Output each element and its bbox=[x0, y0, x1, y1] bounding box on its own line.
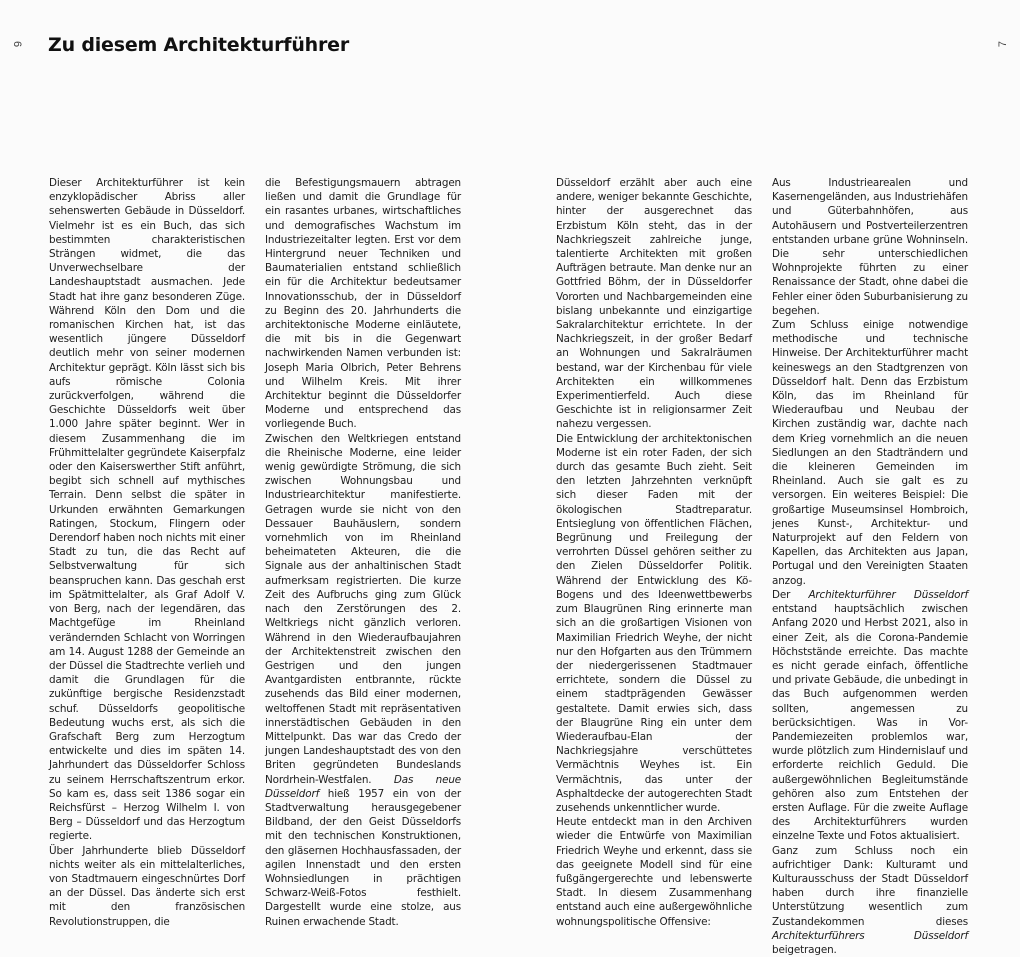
book-title-italic: Architekturführers Düsseldorf bbox=[772, 929, 968, 942]
paragraph: Zwischen den Weltkriegen entstand die Rheinische Moderne, eine leider wenig gewürdigte Strömung, die sich zwischen Wohnungsbau und Industriearchitektur manifestierte. Getragen wurde sie nicht von den Dessauer Bauhäuslern, sondern vornehmlich von im Rheinland beheimateten Akteuren, die die Signale aus der anhaltinischen Stadt aufmerksam registrierten. Die kurze Zeit des Aufbruchs ging zum Glück nach den Zerstörungen des 2. Weltkriegs nicht gänzlich verloren. Während in den Wiederaufbaujahren der Architektenstreit zwischen den Gestrigen und den jungen Avantgardisten entbrannte, rückte zusehends das Bild einer modernen, weltoffenen Stadt mit repräsentativen innerstädtischen Gebäuden in den Mittelpunkt. Das war das Credo der jungen Landeshauptstadt des von den Briten gegründeten Bundeslands Nordrhein-Westfalen. Das neue Düsseldorf hieß 1957 ein von der Stadtverwaltung herausgegebener Bildband, der den Geist Düsseldorfs mit den technischen Konstruktionen, den gläsernen Hochhausfassaden, der agilen Innenstadt und den ersten Wohnsiedlungen in prächtigen Schwarz-Weiß-Fotos festhielt. Dargestellt wurde eine stolze, aus Ruinen erwachende Stadt. bbox=[265, 432, 462, 928]
text-column-1 bbox=[49, 176, 245, 928]
paragraph: Heute entdeckt man in den Archiven wieder die Entwürfe von Maximilian Friedrich Weyhe und erkennt, dass sie das geeignete Modell sind für eine fußgängergerechte und lebenswerte Stadt. In diesem Zusammenhang entstand auch eine außergewöhnliche wohnungspolitische Offensive: bbox=[556, 816, 752, 928]
text-column-3 bbox=[556, 176, 752, 928]
book-title-italic: Das neue Düsseldorf bbox=[265, 773, 462, 800]
paragraph: Düsseldorf erzählt aber auch eine andere, weniger bekannte Geschichte, hinter der ausgerechnet das Erzbistum Köln steht, das in der Nachkriegszeit zahlreiche junge, talentierte Architekten mit großen Aufträgen betraute. Man denke nur an Gottfried Böhm, der in Düsseldorfer Vororten und Nachbargemeinden eine bislang unbekannte und einzigartige Sakralarchitektur errichtete. In der Nachkriegszeit, in der großer Bedarf an Wohnungen und Sakralräumen bestand, war der Kirchenbau für viele Architekten ein willkommenes Experimentierfeld. Auch diese Geschichte ist in religionsarmer Zeit nahezu vergessen. bbox=[556, 177, 752, 431]
page-number-left: 6 bbox=[11, 40, 24, 48]
page-title: Zu diesem Architekturführer bbox=[48, 34, 350, 56]
paragraph: Aus Industriearealen und Kasernengeländen, aus Industriehäfen und Güterbahnhöfen, aus Autohäusern und Postverteilerzentren entstanden urbane grüne Wohninseln. Die sehr unterschiedlichen Wohnprojekte führten zu einer Renaissance der Stadt, ohne dabei die Fehler einer öden Suburbanisierung zu begehen. bbox=[772, 177, 968, 317]
paragraph: Ganz zum Schluss noch ein aufrichtiger Dank: Kulturamt und Kulturausschuss der Stadt Düsseldorf haben durch ihre finanzielle Unterstützung wesentlich zum Zustandekommen dieses Architekturführers Düsseldorf beigetragen. bbox=[772, 844, 968, 956]
paragraph: Die Entwicklung der architektonischen Moderne ist ein roter Faden, der sich durch das gesamte Buch zieht. Seit den letzten Jahrzehnten verknüpft sich dieser Faden mit der ökologischen Stadtreparatur. Entsieglung von öffentlichen Flächen, Begrünung und Freilegung der verrohrten Düssel gehören seither zu den Zielen Düsseldorfer Politik. Während der Entwicklung des Kö-Bogens und des Ideenwettbewerbs zum Blaugrünen Ring erinnerte man sich an die großartigen Visionen von Maximilian Friedrich Weyhe, der nicht nur den Hofgarten aus den Trümmern der niedergerissenen Stadtmauer errichtete, sondern die Düssel zu einem stadtprägenden Gewässer gestaltete. Damit erwies sich, dass der Blaugrüne Ring ein unter dem Wiederaufbau-Elan der Nachkriegsjahre verschüttetes Vermächtnis Weyhes ist. Ein Vermächtnis, das unter der Asphaltdecke der autogerechten Stadt zusehends unkenntlicher wurde. bbox=[556, 432, 752, 814]
text-column-4 bbox=[772, 176, 968, 956]
paragraph: die Befestigungsmauern abtragen ließen und damit die Grundlage für ein rasantes urbanes, wirtschaftliches und demografisches Wachstum im Industriezeitalter legten. Erst vor dem Hintergrund neuer Techniken und Baumaterialien entstand schließlich ein für die Architektur bedeutsamer Innovationsschub, der in Düsseldorf zu Beginn des 20. Jahrhunderts die architektonische Moderne einläutete, die mit bis in die Gegenwart nachwirkenden Namen verbunden ist: Joseph Maria Olbrich, Peter Behrens und Wilhelm Kreis. Mit ihrer Architektur beginnt die Düsseldorfer Moderne und entsprechend das vorliegende Buch. bbox=[265, 177, 461, 431]
text-column-2 bbox=[265, 176, 462, 928]
paragraph: Zum Schluss einige notwendige methodische und technische Hinweise. Der Architekturführer macht keineswegs an den Stadtgrenzen von Düsseldorf halt. Denn das Erzbistum Köln, das im Rheinland für Wiederaufbau und Neubau der Kirchen zuständig war, dachte nach dem Krieg vornehmlich an die neuen Siedlungen an den Stadträndern und die kleineren Gemeinden im Rheinland. Auch sie galt es zu versorgen. Ein weiteres Beispiel: Die großartige Museumsinsel Hombroich, jenes Kunst-, Architektur- und Naturprojekt auf den Feldern von Kapellen, das Architekten aus Japan, Portugal und den Vereinigten Staaten anzog. bbox=[772, 319, 968, 587]
page-number-right: 7 bbox=[996, 40, 1009, 48]
paragraph: Der Architekturführer Düsseldorf entstand hauptsächlich zwischen Anfang 2020 und Herbst 2021, also in einer Zeit, als die Corona-Pandemie Höchststände erreichte. Das machte es nicht gerade einfach, öffentliche und private Gebäude, die unbedingt in das Buch aufgenommen werden sollten, angemessen zu berücksichtigen. Was in Vor-Pandemiezeiten problemlos war, wurde plötzlich zum Hindernislauf und erforderte reichlich Geduld. Die außergewöhnlichen Begleitumstände gehören also zum Entstehen der ersten Auflage. Für die zweite Auflage des Architekturführers wurden einzelne Texte und Fotos aktualisiert. bbox=[772, 588, 968, 843]
paragraph: Dieser Architekturführer ist kein enzyklopädischer Abriss aller sehenswerten Gebäude in Düsseldorf. Vielmehr ist es ein Buch, das sich bestimmten charakteristischen Strängen widmet, die das Unverwechselbare der Landeshauptstadt ausmachen. Jede Stadt hat ihre ganz besonderen Züge. Während Köln den Dom und die romanischen Kirchen hat, ist das wesentlich jüngere Düsseldorf deutlich mehr von seiner modernen Architektur geprägt. Köln lässt sich bis aufs römische Colonia zurückverfolgen, während die Geschichte Düsseldorfs weit über 1.000 Jahre später beginnt. Wer in diesem Zusammenhang die im Frühmittelalter gegründete Kaiserpfalz oder den Kaiserswerther Stift anführt, begibt sich schnell auf mythisches Terrain. Denn selbst die später in Urkunden erwähnten Gemarkungen Ratingen, Stockum, Flingern oder Derendorf haben noch nichts mit einer Stadt zu tun, die das Recht auf Selbstverwaltung für sich beanspruchen kann. Das geschah erst im Spätmittelalter, als Graf Adolf V. von Berg, nach der legendären, das Machtgefüge im Rheinland verändernden Schlacht von Worringen am 14. August 1288 der Gemeinde an der Düssel die Stadtrechte verlieh und damit die Grundlagen für die zukünftige bergische Residenzstadt schuf. Düsseldorfs geopolitische Bedeutung wuchs erst, als sich die Grafschaft Berg zum Herzogtum entwickelte und dies im späten 14. Jahrhundert das Düsseldorfer Schloss zu seinem Herrschaftszentrum erkor. So kam es, dass seit 1386 sogar ein Reichsfürst – Herzog Wilhelm I. von Berg – Düsseldorf und das Herzogtum regierte. bbox=[49, 177, 245, 843]
paragraph: Über Jahrhunderte blieb Düsseldorf nichts weiter als ein mittelalterliches, von Stadtmauern eingeschnürtes Dorf an der Düssel. Das änderte sich erst mit den französischen Revolutionstruppen, die bbox=[49, 844, 245, 928]
book-title-italic: Architekturführer Düsseldorf bbox=[808, 588, 968, 601]
